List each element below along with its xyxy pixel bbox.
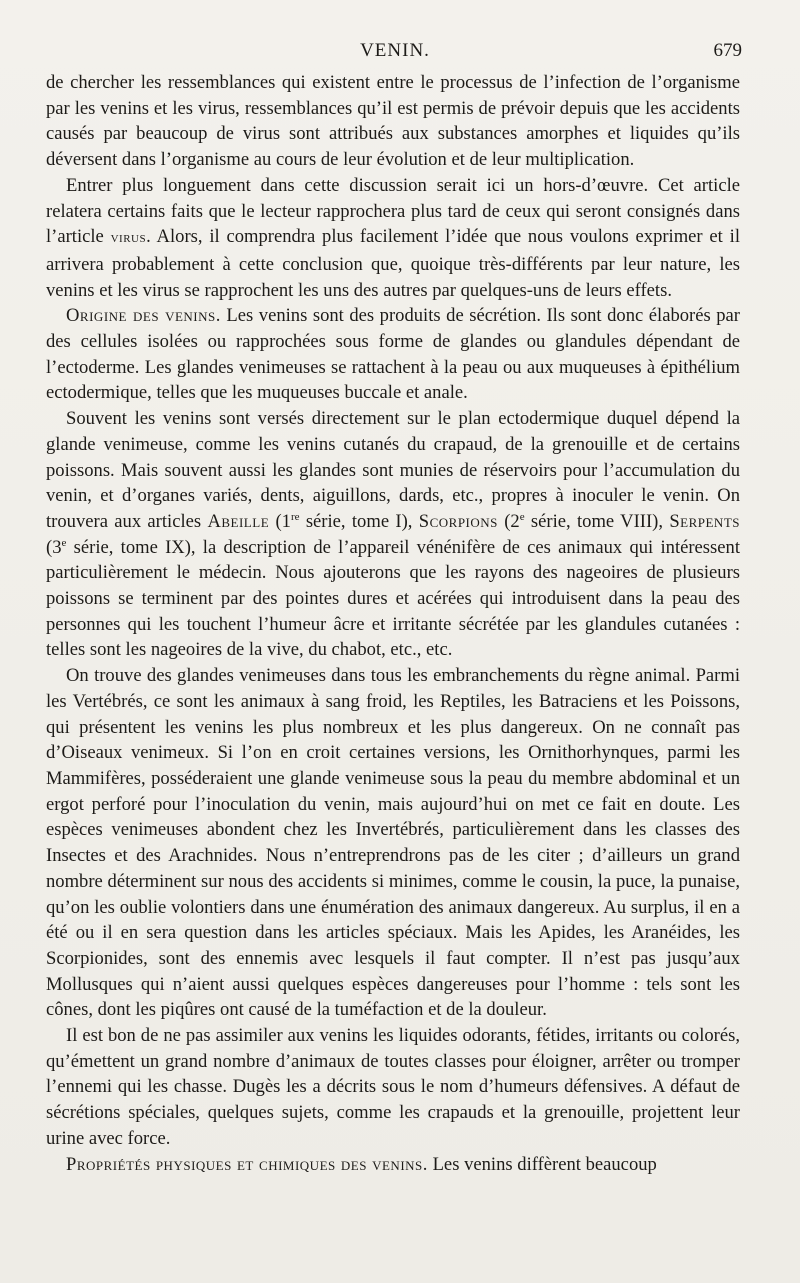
section-heading-proprietes: Propriétés physiques et chimiques des venins.	[66, 1153, 428, 1175]
page-header	[48, 38, 742, 68]
paragraph-5	[46, 663, 740, 1023]
paragraph-text: Il est bon de ne pas assimiler aux venins les liquides odorants, fétides, irritants ou colorés, qu’émettent un grand nombre d’animaux de toutes classes pour éloigner, arrêter ou tromper l’ennemi qui les chasse. Dugès les a décrits sous le nom d’humeurs défensives. A défaut de sécrétions spéciales, quelques sujets, comme les crapauds et la grenouille, projettent leur urine avec force.	[46, 1025, 740, 1149]
superscript: e	[61, 536, 67, 549]
paragraph-text: Les venins diffèrent beaucoup	[432, 1153, 657, 1175]
paragraph-text: (3	[46, 536, 62, 558]
paragraph-4	[46, 406, 740, 663]
cross-reference-virus: virus	[110, 230, 147, 247]
paragraph-1	[46, 70, 740, 173]
paragraph-text: série, tome I),	[299, 510, 419, 532]
paragraph-text: Les venins sont des produits de sécrétion. Ils sont donc élaborés par des cellules isolées ou rapprochées sous forme de glandes ou glandules dépendant de l’ectoderme. Les glandes venimeuses se rattachent à la peau ou aux muqueuses à épithélium ectodermique, telles que les muqueuses buccale et anale.	[46, 305, 740, 404]
page-number: 679	[713, 40, 742, 61]
paragraph-text: . Alors, il comprendra plus facilement l’idée que nous voulons exprimer et il arrivera probablement à cette conclusion que, quoique très-différents par leur nature, les venins et les virus se rapprochent les uns des autres par quelques-uns de leurs effets.	[46, 226, 740, 301]
paragraph-text: Souvent les venins sont versés directement sur le plan ectodermique duquel dépend la glande venimeuse, comme les venins cutanés du crapaud, de la grenouille et de certains poissons. Mais souvent aussi les glandes sont munies de réservoirs pour l’accumulation du venin, et d’organes variés, dents, aiguillons, dards, etc., propres à inoculer le venin. On trouvera aux articles	[46, 408, 740, 532]
paragraph-text: série, tome VIII),	[524, 510, 670, 532]
cross-reference-scorpions: Scorpions	[418, 510, 498, 532]
superscript: re	[290, 510, 300, 523]
running-head: VENIN.	[360, 40, 430, 61]
paragraph-6	[46, 1023, 740, 1152]
paragraph-text: On trouve des glandes venimeuses dans tous les embranchements du règne animal. Parmi les Vertébrés, ce sont les animaux à sang froid, les Reptiles, les Batraciens et les Poissons, qui présentent les venins les plus nombreux et les plus dangereux. On ne connaît pas d’Oiseaux venimeux. Si l’on en croit certaines versions, les Ornithorhynques, parmi les Mammifères, posséderaient une glande venimeuse sous la peau du membre abdominal et un ergot perforé pour l’inoculation du venin, mais aujourd’hui on met ce fait en doute. Les espèces venimeuses abondent chez les Invertébrés, particulièrement dans les classes des Insectes et des Arachnides. Nous n’entreprendrons pas de les citer ; d’ailleurs un grand nombre déterminent sur nous des accidents si minimes, comme le cousin, la puce, la punaise, qu’on les oublie volontiers dans une énumération des animaux dangereux. Au surplus, il en a été ou il en sera question dans les articles spéciaux. Mais les Apides, les Aranéides, les Scorpionides, sont des ennemis avec lesquels il faut compter. Il n’est pas jusqu’aux Mollusques qui n’aient aussi quelques espèces dangereuses pour l’homme : tels sont les cônes, dont les piqûres ont causé de la tuméfaction et de la douleur.	[46, 665, 740, 1021]
paragraph-text: Entrer plus longuement dans cette discussion serait ici un hors-d’œuvre. Cet article relatera certains faits que le lecteur rapprochera plus tard de ceux qui seront consignés dans l’article	[46, 174, 740, 248]
paragraph-2	[46, 173, 740, 304]
paragraph-text: (1	[269, 510, 291, 532]
superscript: e	[519, 510, 525, 523]
paragraph-7	[46, 1152, 740, 1178]
paragraph-text: (2	[497, 510, 520, 532]
paragraph-text: série, tome IX), la description de l’appareil vénénifère de ces animaux qui intéressent particulièrement le médecin. Nous ajouterons que les rayons des nageoires de plusieurs poissons se terminent par des pointes dures et acérées qui introduisent dans la peau des personnes qui les touchent l’humeur âcre et irritante sécrétée par les glandules cutanées : telles sont les nageoires de la vive, du chabot, etc., etc.	[46, 536, 740, 661]
paragraph-3	[46, 303, 740, 406]
cross-reference-serpents: Serpents	[669, 510, 740, 532]
body-text	[46, 70, 740, 1177]
paragraph-text: de chercher les ressemblances qui existent entre le processus de l’infection de l’organisme par les venins et les virus, ressemblances qu’il est permis de prévoir depuis que les accidents causés par beaucoup de virus sont attribués aux substances amorphes et liquides qu’ils déversent dans l’organisme au cours de leur évolution et de leur multiplication.	[46, 72, 740, 171]
section-heading-origine: Origine des venins.	[66, 305, 221, 327]
cross-reference-abeille: Abeille	[207, 510, 270, 532]
